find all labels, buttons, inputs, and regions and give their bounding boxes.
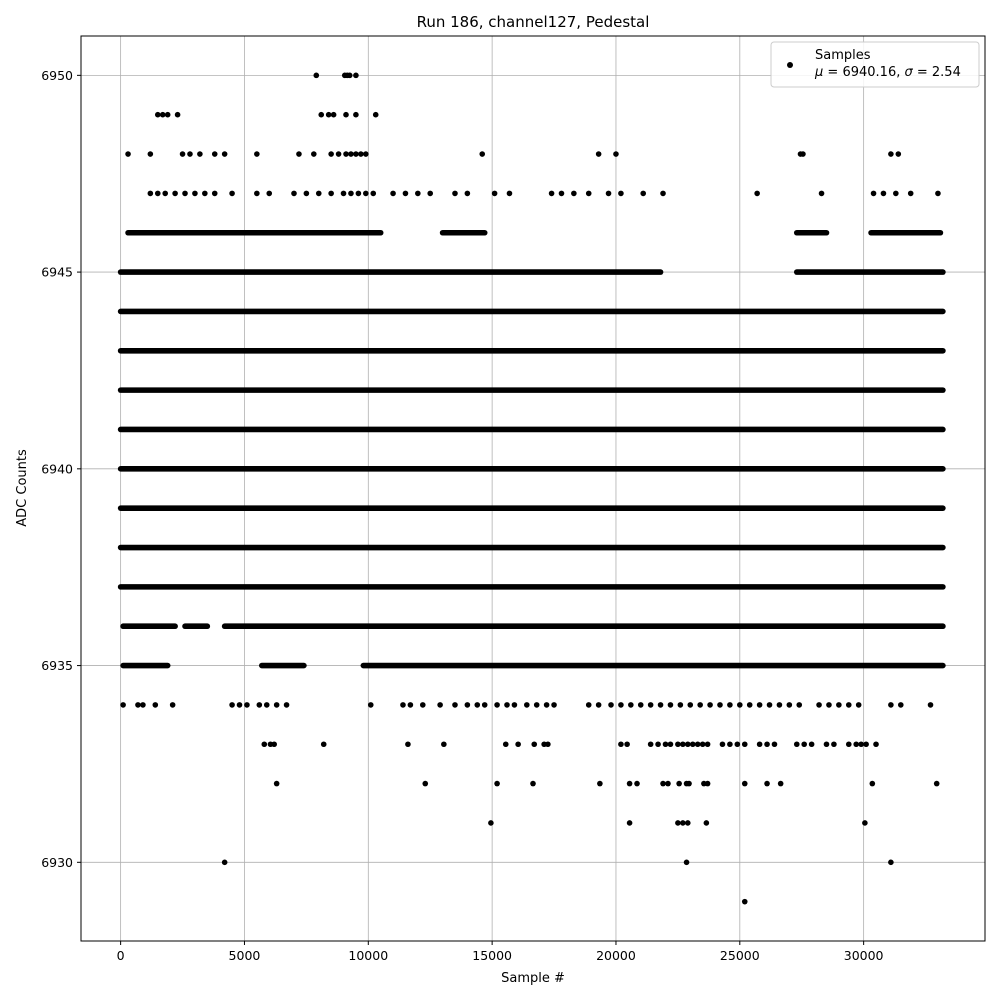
data-point — [896, 151, 902, 157]
data-point — [296, 151, 302, 157]
data-point — [735, 741, 741, 747]
data-point — [347, 73, 353, 79]
data-point — [153, 702, 159, 708]
y-tick-label: 6945 — [41, 264, 73, 280]
data-point — [328, 151, 334, 157]
data-point — [586, 191, 592, 197]
data-point — [336, 151, 342, 157]
x-tick-label: 15000 — [472, 948, 513, 963]
data-point — [180, 151, 186, 157]
data-point — [135, 702, 141, 708]
data-point — [826, 702, 832, 708]
data-point — [742, 741, 748, 747]
data-point — [125, 151, 131, 157]
data-point — [794, 741, 800, 747]
data-point — [494, 702, 500, 708]
data-point — [343, 151, 349, 157]
data-point — [668, 741, 674, 747]
data-point — [613, 151, 619, 157]
data-point — [441, 741, 447, 747]
data-point — [628, 702, 634, 708]
data-point — [254, 151, 260, 157]
data-point — [871, 191, 877, 197]
data-point — [120, 702, 126, 708]
data-point — [831, 741, 837, 747]
data-point — [326, 112, 332, 118]
data-point — [492, 191, 498, 197]
data-point — [222, 860, 228, 866]
legend — [771, 42, 979, 87]
data-point — [586, 702, 592, 708]
y-tick-label: 6950 — [41, 67, 73, 83]
data-point — [274, 702, 280, 708]
data-point — [836, 702, 842, 708]
data-point — [870, 781, 876, 787]
data-point — [638, 702, 644, 708]
data-point — [422, 781, 428, 787]
data-point — [772, 741, 778, 747]
data-point — [787, 702, 793, 708]
data-point — [618, 741, 624, 747]
data-point — [427, 191, 433, 197]
data-point — [202, 191, 208, 197]
data-point — [530, 781, 536, 787]
data-point — [437, 702, 443, 708]
data-point — [170, 702, 176, 708]
data-point — [809, 741, 815, 747]
data-point — [660, 191, 666, 197]
data-point — [316, 191, 322, 197]
data-point — [187, 151, 193, 157]
data-point — [720, 741, 726, 747]
data-point — [571, 191, 577, 197]
data-point — [331, 112, 337, 118]
data-point — [212, 191, 218, 197]
data-point — [356, 191, 362, 197]
data-point — [479, 151, 485, 157]
data-point — [705, 781, 711, 787]
data-point — [893, 191, 899, 197]
data-point — [503, 741, 509, 747]
data-point — [237, 702, 243, 708]
x-tick-label: 20000 — [596, 948, 636, 963]
data-point — [801, 741, 807, 747]
data-point — [494, 781, 500, 787]
data-point — [559, 191, 565, 197]
data-point — [684, 860, 690, 866]
data-point — [155, 191, 161, 197]
data-point — [777, 702, 783, 708]
data-point — [754, 191, 760, 197]
data-point — [257, 702, 263, 708]
data-point — [658, 702, 664, 708]
data-point — [465, 702, 471, 708]
data-point — [182, 191, 188, 197]
data-point — [618, 191, 624, 197]
data-point — [160, 112, 166, 118]
data-point — [757, 741, 763, 747]
data-point — [162, 191, 168, 197]
data-point — [341, 191, 347, 197]
data-point — [704, 820, 710, 826]
data-point — [858, 741, 864, 747]
data-point — [304, 191, 310, 197]
data-point — [551, 702, 557, 708]
data-point — [680, 820, 686, 826]
data-point — [764, 781, 770, 787]
data-point — [373, 112, 379, 118]
data-point — [680, 741, 686, 747]
data-point — [640, 191, 646, 197]
data-point — [888, 860, 894, 866]
data-point — [531, 741, 537, 747]
data-point — [363, 151, 369, 157]
data-point — [648, 741, 654, 747]
data-point — [888, 151, 894, 157]
data-point — [717, 702, 723, 708]
data-point — [627, 781, 633, 787]
data-point — [678, 702, 684, 708]
data-point — [197, 151, 203, 157]
data-point — [328, 191, 334, 197]
data-point — [415, 191, 421, 197]
data-point — [796, 702, 802, 708]
data-point — [665, 781, 671, 787]
data-point — [274, 781, 280, 787]
data-point — [596, 151, 602, 157]
data-point — [608, 702, 614, 708]
x-tick-label: 10000 — [348, 948, 389, 963]
x-tick-label: 25000 — [719, 948, 760, 963]
data-point — [597, 781, 603, 787]
data-point — [676, 781, 682, 787]
data-point — [222, 151, 228, 157]
data-point — [634, 781, 640, 787]
data-point — [400, 702, 406, 708]
data-point — [727, 702, 733, 708]
data-point — [846, 702, 852, 708]
data-point — [321, 741, 327, 747]
data-point — [512, 702, 518, 708]
data-point — [545, 741, 551, 747]
data-point — [675, 741, 681, 747]
legend-label: Samples — [815, 48, 871, 63]
data-point — [690, 741, 696, 747]
data-point — [668, 702, 674, 708]
data-point — [767, 702, 773, 708]
data-point — [368, 702, 374, 708]
x-tick-label: 0 — [116, 948, 125, 963]
data-point — [244, 702, 250, 708]
data-point — [928, 702, 934, 708]
data-point — [862, 820, 868, 826]
data-point — [504, 702, 510, 708]
data-point — [742, 899, 748, 905]
data-point — [757, 702, 763, 708]
data-point — [291, 191, 297, 197]
data-point — [474, 702, 480, 708]
data-point — [284, 702, 290, 708]
data-point — [266, 191, 272, 197]
data-point — [390, 191, 396, 197]
data-point — [229, 191, 235, 197]
data-point — [898, 702, 904, 708]
data-point — [778, 781, 784, 787]
data-point — [420, 702, 426, 708]
legend-stats: μ = 6940.16, σ = 2.54 — [815, 65, 961, 80]
data-point — [358, 151, 364, 157]
data-point — [353, 112, 359, 118]
data-point — [148, 151, 154, 157]
data-point — [846, 741, 852, 747]
data-point — [800, 151, 806, 157]
data-point — [908, 191, 914, 197]
data-point — [534, 702, 540, 708]
data-point — [172, 191, 178, 197]
data-point — [192, 191, 198, 197]
data-point — [343, 112, 349, 118]
y-tick-label: 6940 — [41, 461, 73, 477]
data-point — [403, 191, 409, 197]
data-point — [624, 741, 630, 747]
data-point — [663, 741, 669, 747]
data-point — [816, 702, 822, 708]
plot-background — [81, 36, 985, 941]
data-point — [737, 702, 743, 708]
data-point — [695, 741, 701, 747]
data-point — [271, 741, 277, 747]
data-point — [863, 741, 869, 747]
x-tick-label: 5000 — [228, 948, 261, 963]
data-point — [148, 191, 154, 197]
data-point — [405, 741, 411, 747]
data-point — [488, 820, 494, 826]
data-point — [363, 191, 369, 197]
data-point — [685, 820, 691, 826]
legend-marker — [787, 62, 793, 68]
data-point — [707, 702, 713, 708]
data-point — [675, 820, 681, 826]
data-point — [348, 191, 354, 197]
data-point — [705, 741, 711, 747]
data-point — [888, 702, 894, 708]
data-point — [264, 702, 270, 708]
data-point — [140, 702, 146, 708]
data-point — [596, 702, 602, 708]
data-point — [873, 741, 879, 747]
data-point — [212, 151, 218, 157]
data-point — [507, 191, 513, 197]
data-point — [465, 191, 471, 197]
data-point — [819, 191, 825, 197]
data-point — [318, 112, 324, 118]
data-point — [824, 741, 830, 747]
data-point — [764, 741, 770, 747]
data-point — [353, 73, 359, 79]
data-point — [549, 191, 555, 197]
data-point — [627, 820, 633, 826]
data-point — [544, 702, 550, 708]
data-point — [515, 741, 521, 747]
data-point — [881, 191, 887, 197]
data-point — [618, 702, 624, 708]
y-axis-label: ADC Counts — [15, 449, 30, 527]
data-point — [727, 741, 733, 747]
data-point — [452, 191, 458, 197]
chart-title: Run 186, channel127, Pedestal — [416, 13, 650, 31]
data-point — [353, 151, 359, 157]
data-point — [686, 781, 692, 787]
data-point — [261, 741, 267, 747]
data-point — [155, 112, 161, 118]
data-point — [700, 741, 706, 747]
data-point — [697, 702, 703, 708]
data-point — [175, 112, 181, 118]
data-point — [165, 112, 171, 118]
data-point — [685, 741, 691, 747]
data-point — [660, 781, 666, 787]
data-point — [935, 191, 941, 197]
data-point — [254, 191, 260, 197]
y-tick-label: 6930 — [41, 854, 73, 870]
data-point — [648, 702, 654, 708]
data-point — [313, 73, 319, 79]
data-point — [524, 702, 530, 708]
data-point — [606, 191, 612, 197]
data-point — [311, 151, 317, 157]
x-axis-label: Sample # — [501, 971, 565, 986]
data-point — [229, 702, 235, 708]
y-tick-label: 6935 — [41, 658, 73, 674]
data-point — [348, 151, 354, 157]
data-point — [687, 702, 693, 708]
data-point — [747, 702, 753, 708]
data-point — [934, 781, 940, 787]
data-point — [742, 781, 748, 787]
data-point — [655, 741, 661, 747]
data-point — [856, 702, 862, 708]
x-tick-label: 30000 — [843, 948, 884, 963]
data-point — [482, 702, 488, 708]
data-point — [452, 702, 458, 708]
data-point — [853, 741, 859, 747]
data-point — [408, 702, 414, 708]
data-point — [370, 191, 376, 197]
